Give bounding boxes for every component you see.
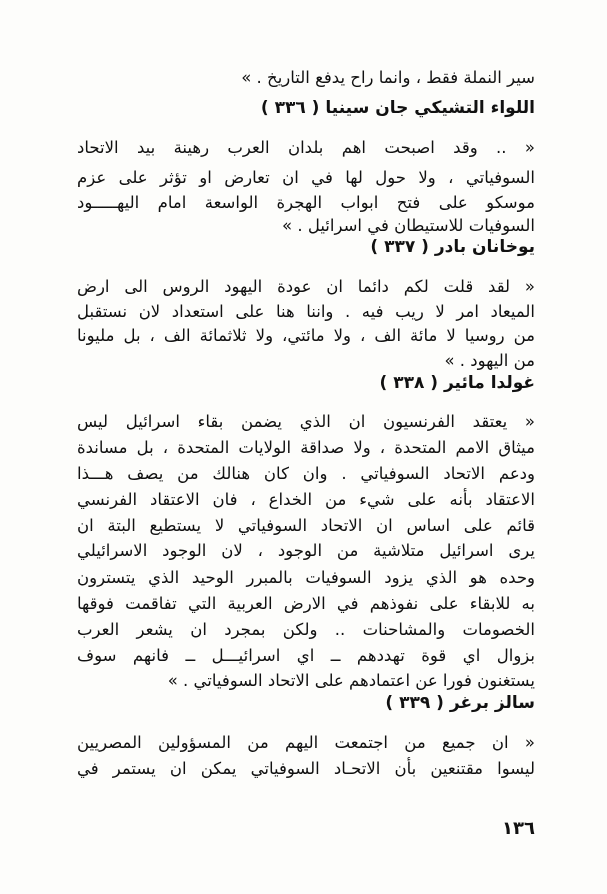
paragraph-line: ليسوا مقتنعين بأن الاتحـاد السوفياتي يمكن ان يستمر في bbox=[77, 759, 535, 778]
page-number: ١٣٦ bbox=[502, 818, 535, 839]
paragraph-line: موسكو على فتح ابواب الهجرة الواسعة امام اليهـــــود bbox=[77, 193, 535, 212]
paragraph-line: به للابقاء على نفوذهم في الارض العربية التي تفاقمت فوقها bbox=[77, 594, 535, 613]
paragraph-line: « ان جميع من اجتمعت اليهم من المسؤولين المصريين bbox=[77, 733, 535, 752]
paragraph-line: « لقد قلت لكم دائما ان عودة اليهود الروس الى ارض bbox=[77, 277, 535, 296]
paragraph-line: يرى اسرائيل متلاشية من الوجود ، لان الوجود الاسرائيلي bbox=[77, 541, 535, 560]
paragraph-line: ودعم الاتحاد السوفياتي . وان كان هنالك من يصف هـــذا bbox=[77, 464, 535, 483]
paragraph-line: سير النملة فقط ، وانما راح يدفع التاريخ . » bbox=[241, 68, 535, 87]
quote-heading: اللواء التشيكي جان سينيا ( ٣٣٦ ) bbox=[260, 98, 535, 118]
paragraph-line: يستغنون فورا عن اعتمادهم على الاتحاد السوفياتي . » bbox=[167, 671, 535, 690]
paragraph-line: بزوال اي قوة تهددهم ــ اي اسرائيـــل ــ فانهم سوف bbox=[77, 646, 535, 665]
quote-heading: يوخانان بادر ( ٣٣٧ ) bbox=[370, 237, 535, 257]
paragraph-line: من اليهود . » bbox=[444, 351, 535, 370]
paragraph-line: الميعاد امر لا ريب فيه . واننا هنا على استعداد لان نستقبل bbox=[77, 302, 535, 321]
paragraph-line: السوفيات للاستيطان في اسرائيل . » bbox=[282, 216, 535, 235]
paragraph-line: قائم على اساس ان الاتحاد السوفياتي لا يستطيع البتة ان bbox=[77, 516, 535, 535]
quote-heading: سالز برغر ( ٣٣٩ ) bbox=[385, 693, 535, 713]
paragraph-line: وحده هو الذي يزود السوفيات بالمبرر الوحيد الذي يتسترون bbox=[77, 568, 535, 587]
quote-heading: غولدا مائير ( ٣٣٨ ) bbox=[379, 373, 535, 393]
paragraph-line: من روسيا لا مائة الف ، ولا مائتي، ولا ثلاثمائة الف ، بل مليونا bbox=[77, 326, 535, 345]
paragraph-line: ميثاق الامم المتحدة ، ولا صداقة الولايات المتحدة ، بل مساندة bbox=[77, 438, 535, 457]
paragraph-line: السوفياتي ، ولا حول لها في ان تعارض او تؤثر على عزم bbox=[77, 168, 535, 187]
paragraph-line: « .. وقد اصبحت اهم بلدان العرب رهينة بيد الاتحاد bbox=[77, 138, 535, 157]
paragraph-line: الاعتقاد بأنه على شيء من الخداع ، فان الاعتقاد الفرنسي bbox=[77, 490, 535, 509]
paragraph-line: « يعتقد الفرنسيون ان الذي يضمن بقاء اسرائيل ليس bbox=[77, 412, 535, 431]
paragraph-line: الخصومات والمشاحنات .. ولكن بمجرد ان يشعر العرب bbox=[77, 620, 535, 639]
